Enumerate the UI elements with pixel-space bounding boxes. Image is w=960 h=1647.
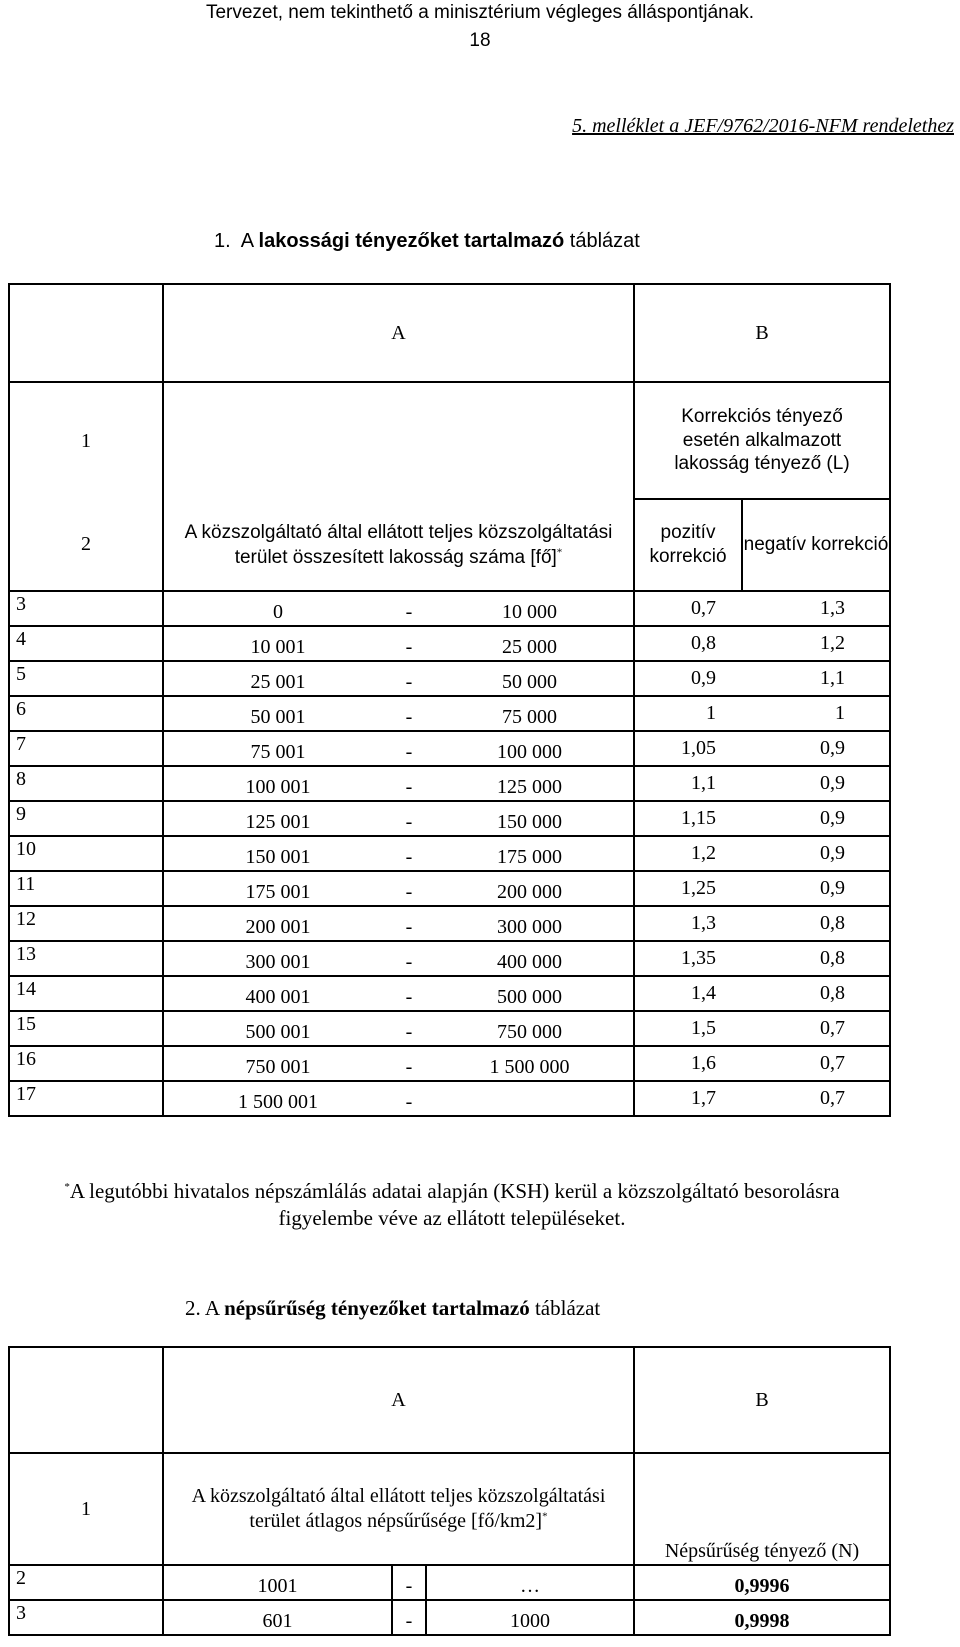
range-to: 75 000 [426,696,634,731]
positive-correction-value: 0,7 [634,591,742,626]
footnote-mark: * [556,545,563,558]
column-a-header: A [163,284,634,382]
negative-correction-value: 0,7 [742,1011,890,1046]
range-separator: - [392,626,426,661]
table-row [9,696,890,731]
correction-factor-header: Korrekciós tényező esetén alkalmazott lakosság tényező (L) [634,382,890,499]
range-separator: - [392,1600,426,1635]
density-factor-value: 0,9998 [634,1600,890,1635]
row-number: 15 [9,1011,163,1046]
footnote-mark: * [542,1510,548,1523]
positive-correction-value: 1,15 [634,801,742,836]
density-factor-table [8,1346,891,1636]
range-from: 1 500 001 [163,1081,392,1116]
positive-correction-value: 1,2 [634,836,742,871]
range-from: 200 001 [163,906,392,941]
density-header [163,1453,634,1565]
page-number: 18 [469,30,491,51]
table-row [9,906,890,941]
row-number: 9 [9,801,163,836]
table-row [9,1600,890,1635]
section-1-title [214,230,640,253]
range-to: 125 000 [426,766,634,801]
empty-cell [163,382,634,499]
negative-correction-value: 0,7 [742,1046,890,1081]
range-to: 25 000 [426,626,634,661]
table-row [9,941,890,976]
row-number: 3 [9,1600,163,1635]
section-1-pre: A [240,230,253,252]
range-from: 400 001 [163,976,392,1011]
range-to: 300 000 [426,906,634,941]
range-to: 50 000 [426,661,634,696]
row-number: 3 [9,591,163,626]
negative-correction-value: 0,8 [742,906,890,941]
row-number: 17 [9,1081,163,1116]
row-number: 1 [9,1453,163,1565]
column-b-header: B [634,1347,890,1453]
density-factor-value: 0,9996 [634,1565,890,1600]
range-separator: - [392,941,426,976]
corner-cell [9,1347,163,1453]
range-separator: - [392,1081,426,1116]
range-from: 175 001 [163,871,392,906]
population-header [163,499,634,591]
table-row [9,836,890,871]
range-from: 300 001 [163,941,392,976]
row-number: 14 [9,976,163,1011]
range-to [426,1081,634,1116]
range-separator: - [392,976,426,1011]
range-from: 601 [163,1600,392,1635]
section-1-post: táblázat [569,230,640,252]
range-separator: - [392,591,426,626]
negative-correction-value: 0,8 [742,976,890,1011]
positive-correction-value: 1,1 [634,766,742,801]
range-from: 100 001 [163,766,392,801]
footnote-mark: * [64,1181,70,1193]
negative-correction-value: 0,8 [742,941,890,976]
section-2-title [185,1296,600,1321]
positive-correction-value: 0,9 [634,661,742,696]
population-factor-table [8,283,891,1117]
negative-correction-value: 1 [742,696,890,731]
draft-notice: Tervezet, nem tekinthető a minisztérium végleges álláspontjának. [205,2,755,23]
table-row [9,976,890,1011]
density-header-text: A közszolgáltató által ellátott teljes közszolgáltatási terület átlagos népsűrűsége [fő/km2] [191,1485,606,1532]
range-from: 750 001 [163,1046,392,1081]
table-row [9,382,890,499]
range-to: 1 500 000 [426,1046,634,1081]
table-row [9,661,890,696]
row-number: 7 [9,731,163,766]
range-separator: - [392,766,426,801]
table-body [9,591,890,1116]
positive-correction-value: 1 [634,696,742,731]
range-separator: - [392,661,426,696]
negative-correction-value: 0,7 [742,1081,890,1116]
negative-correction-header: negatív korrekció [742,499,890,591]
range-separator: - [392,906,426,941]
row-number: 5 [9,661,163,696]
table-row [9,871,890,906]
negative-correction-value: 0,9 [742,801,890,836]
positive-correction-value: 1,35 [634,941,742,976]
positive-correction-value: 1,4 [634,976,742,1011]
range-separator: - [392,1011,426,1046]
table-row [9,766,890,801]
range-separator: - [392,871,426,906]
row-number: 8 [9,766,163,801]
range-to: 150 000 [426,801,634,836]
range-to: 1000 [426,1600,634,1635]
range-to: … [426,1565,634,1600]
row-number: 2 [9,1565,163,1600]
section-1-number: 1. [214,230,231,252]
table-row [9,731,890,766]
row-number: 1 [9,382,163,499]
table-row [9,626,890,661]
row-number: 13 [9,941,163,976]
range-separator: - [392,1046,426,1081]
row-number: 11 [9,871,163,906]
section-2-bold: népsűrűség tényezőket tartalmazó [224,1296,530,1320]
range-to: 175 000 [426,836,634,871]
negative-correction-value: 0,9 [742,766,890,801]
range-to: 200 000 [426,871,634,906]
negative-correction-value: 0,9 [742,836,890,871]
negative-correction-value: 1,1 [742,661,890,696]
table-row [9,1011,890,1046]
range-from: 50 001 [163,696,392,731]
range-to: 100 000 [426,731,634,766]
range-from: 75 001 [163,731,392,766]
negative-correction-value: 1,2 [742,626,890,661]
table-row [9,1565,890,1600]
range-separator: - [392,731,426,766]
table-row [9,1453,890,1565]
range-from: 10 001 [163,626,392,661]
table-row [9,1046,890,1081]
column-a-header: A [163,1347,634,1453]
range-from: 125 001 [163,801,392,836]
corner-cell [9,284,163,382]
range-to: 400 000 [426,941,634,976]
range-from: 1001 [163,1565,392,1600]
range-separator: - [392,696,426,731]
range-to: 500 000 [426,976,634,1011]
positive-correction-value: 1,6 [634,1046,742,1081]
range-from: 150 001 [163,836,392,871]
table-row [9,499,890,591]
table-body [9,1565,890,1635]
range-separator: - [392,1565,426,1600]
table-row [9,1081,890,1116]
footnote [22,1178,882,1233]
footnote-text: A legutóbbi hivatalos népszámlálás adatai alapján (KSH) kerül a közszolgáltató besorolásra figyelembe véve az ellátott településeket. [69,1179,840,1231]
range-separator: - [392,836,426,871]
positive-correction-header: pozitív korrekció [634,499,742,591]
section-1-bold: lakossági tényezőket tartalmazó [258,230,565,252]
section-2-post: táblázat [534,1296,601,1320]
range-from: 25 001 [163,661,392,696]
section-2-number: 2. [185,1296,201,1320]
positive-correction-value: 1,25 [634,871,742,906]
row-number: 16 [9,1046,163,1081]
range-separator: - [392,801,426,836]
table-header-row [9,1347,890,1453]
positive-correction-value: 1,5 [634,1011,742,1046]
section-2-pre: A [204,1296,219,1320]
positive-correction-value: 1,05 [634,731,742,766]
row-number: 12 [9,906,163,941]
row-number: 10 [9,836,163,871]
positive-correction-value: 1,7 [634,1081,742,1116]
negative-correction-value: 0,9 [742,731,890,766]
positive-correction-value: 0,8 [634,626,742,661]
negative-correction-value: 1,3 [742,591,890,626]
row-number: 2 [9,499,163,591]
table-row [9,591,890,626]
range-from: 500 001 [163,1011,392,1046]
row-number: 6 [9,696,163,731]
range-to: 10 000 [426,591,634,626]
density-factor-header: Népsűrűség tényező (N) [634,1453,890,1565]
range-to: 750 000 [426,1011,634,1046]
table-header-row [9,284,890,382]
table-row [9,801,890,836]
population-header-text: A közszolgáltató által ellátott teljes közszolgáltatási terület összesített lakosság száma [fő] [184,521,613,568]
column-b-header: B [634,284,890,382]
range-from: 0 [163,591,392,626]
negative-correction-value: 0,9 [742,871,890,906]
positive-correction-value: 1,3 [634,906,742,941]
row-number: 4 [9,626,163,661]
annex-title: 5. melléklet a JEF/9762/2016-NFM rendelethez [572,115,954,137]
